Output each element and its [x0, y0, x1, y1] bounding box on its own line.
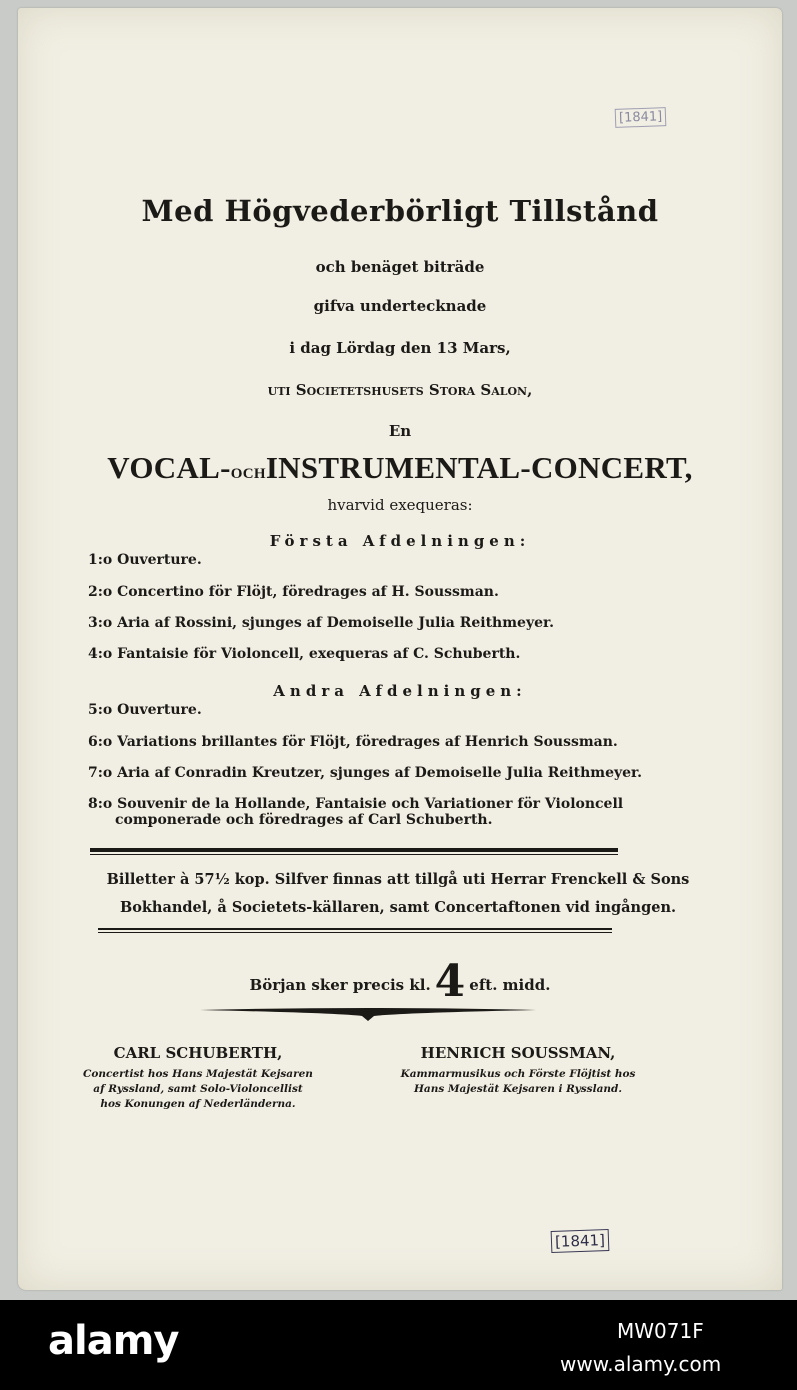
date-line: i dag Lördag den 13 Mars, [289, 339, 511, 357]
signature-right-desc-1: Kammarmusikus och Förste Flöjtist hos [400, 1068, 636, 1080]
headline-och: OCH [230, 466, 266, 482]
section-second-heading: Andra Afdelningen: [273, 682, 527, 700]
concert-headline [18, 450, 782, 486]
signature-right-desc-2: Hans Majestät Kejsaren i Ryssland. [413, 1083, 623, 1095]
program-item: 7:o Aria af Conradin Kreutzer, sjunges af Demoiselle Julia Reithmeyer. [88, 765, 642, 781]
start-text-before: Början sker precis kl. [249, 976, 431, 994]
venue-line: uti Societetshusets Stora Salon, [267, 381, 533, 399]
ticket-line-2: Bokhandel, å Societets-källaren, samt Concertaftonen vid ingången. [119, 899, 677, 916]
program-item: 6:o Variations brillantes för Flöjt, föredrages af Henrich Soussman. [88, 734, 618, 750]
signature-left-desc-2: af Ryssland, samt Solo-Violoncellist [93, 1083, 303, 1095]
intro-line-2: gifva undertecknade [313, 297, 487, 315]
footer-url[interactable]: www.alamy.com [560, 1352, 722, 1376]
signature-left-desc-1: Concertist hos Hans Majestät Kejsaren [83, 1068, 313, 1080]
brand-logo: alamy [48, 1318, 179, 1364]
hvarvid-line: hvarvid exequeras: [327, 496, 473, 514]
archive-stamp-bottom: [1841] [551, 1229, 610, 1253]
program-item-8 [88, 796, 648, 828]
start-hour: 4 [434, 956, 466, 1007]
en-line: En [388, 422, 412, 440]
headline-vocal: VOCAL- [107, 450, 231, 485]
program-item: 2:o Concertino för Flöjt, föredrages af H. Soussman. [88, 584, 499, 600]
archive-stamp-top: [1841] [615, 107, 667, 128]
ticket-line-1: Billetter à 57½ kop. Silfver finnas att tillgå uti Herrar Frenckell & Sons [106, 871, 690, 888]
divider-top [90, 848, 618, 855]
ticket-info [78, 866, 718, 922]
signature-right [388, 1044, 648, 1097]
signature-left-name: CARL SCHUBERTH, [113, 1044, 283, 1062]
poster-title: Med Högvederbörligt Tillstånd [141, 194, 659, 228]
image-code: MW071F [617, 1319, 704, 1343]
ornamental-swash [198, 1004, 538, 1022]
program-item-8-line2: componerade och föredrages af Carl Schuberth. [115, 812, 493, 828]
start-time [18, 956, 782, 1007]
program-item: 4:o Fantaisie för Violoncell, exequeras af C. Schuberth. [88, 646, 521, 662]
stock-photo-footer [0, 1300, 797, 1390]
signature-left-desc-3: hos Konungen af Nederländerna. [100, 1098, 296, 1110]
divider-bottom [98, 928, 612, 933]
intro-line-1: och benäget biträde [315, 258, 485, 276]
section-first-heading: Första Afdelningen: [269, 532, 531, 550]
signature-right-name: HENRICH SOUSSMAN, [420, 1044, 616, 1062]
poster-sheet [18, 8, 782, 1290]
signature-left [78, 1044, 318, 1112]
program-item: 1:o Ouverture. [88, 552, 202, 568]
start-text-after: eft. midd. [469, 976, 551, 994]
program-item-8-line1: 8:o Souvenir de la Hollande, Fantaisie och Variationer för Violoncell [88, 796, 624, 812]
headline-instrumental: INSTRUMENTAL-CONCERT, [265, 450, 693, 485]
program-item: 5:o Ouverture. [88, 702, 202, 718]
program-item: 3:o Aria af Rossini, sjunges af Demoiselle Julia Reithmeyer. [88, 615, 554, 631]
